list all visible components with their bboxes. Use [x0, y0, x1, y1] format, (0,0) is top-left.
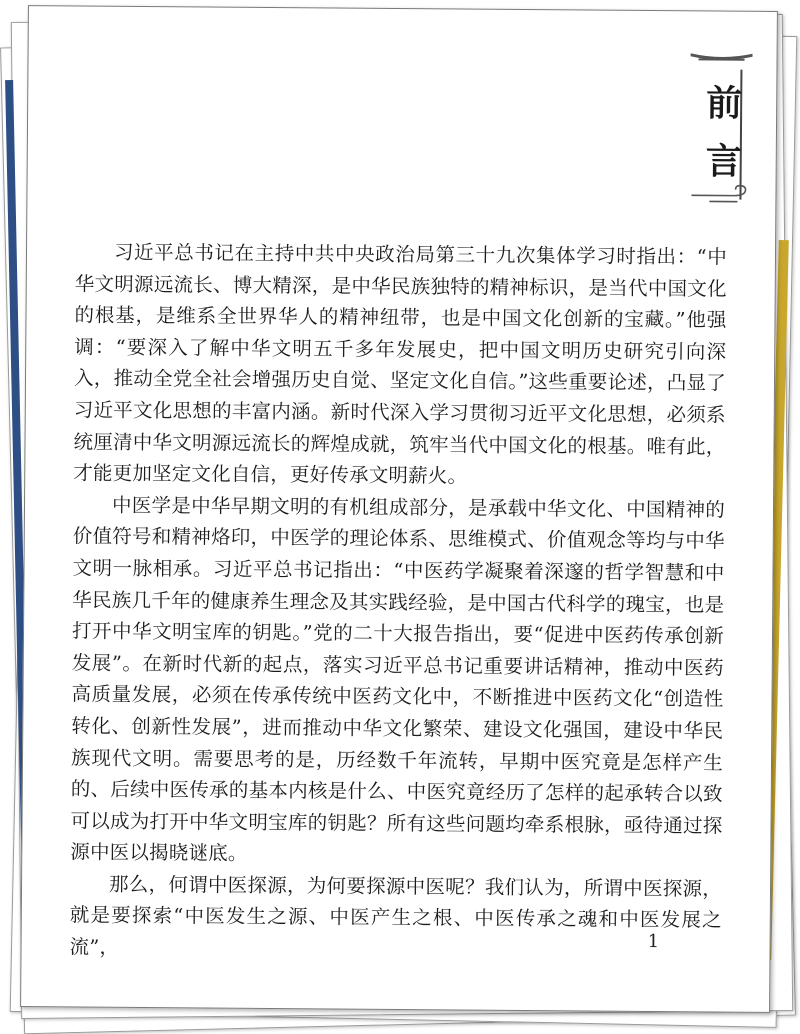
heading-char-2: 言	[705, 140, 742, 183]
body-text	[69, 236, 727, 968]
chapter-heading	[687, 33, 768, 204]
paragraph-1: 习近平总书记在主持中共中央政治局第三十九次集体学习时指出：“中华文明源远流长、博大精深，是中华民族独特的精神标识，是当代中国文化的根基，是维系全世界华人的精神纽带，也是中国文化创新的宝藏。”他强调：“要深入了解中华文明五千多年发展史，把中国文明历史研究引向深入，推动全党全社会增强历史自觉、坚定文化自信。”这些重要论述，凸显了习近平文化思想的丰富内涵。新时代深入学习贯彻习近平文化思想，必须系统厘清中华文明源远流长的辉煌成就，筑牢当代中国文化的根基。唯有此，才能更加坚定文化自信，更好传承文明薪火。	[73, 240, 728, 488]
page-number: 1	[647, 930, 660, 953]
paragraph-2: 中医学是中华早期文明的有机组成部分，是承载中华文化、中国精神的价值符号和精神烙印，中医学的理论体系、思维模式、价值观念等均与中华文明一脉相承。习近平总书记指出：“中医药学凝聚着深邃的哲学智慧和中华民族几千年的健康养生理念及其实践经验，是中国古代科学的瑰宝，也是打开中华文明宝库的钥匙。”党的二十大报告指出，要“促进中医药传承创新发展”。在新时代新的起点，落实习近平总书记重要讲话精神，推动中医药高质量发展，必须在传承传统中医药文化中，不断推进中医药文化“创造性转化、创新性发展”，进而推动中华文化繁荣、建设文化强国，建设中华民族现代文明。需要思考的是，历经数千年流转，早期中医究竟是怎样产生的、后续中医传承的基本内核是什么、中医究竟经历了怎样的起承转合以致可以成为打开中华文明宝库的钥匙？所有这些问题均牵系根脉，亟待通过探源中医以揭晓谜底。	[70, 493, 726, 866]
book-page	[20, 5, 778, 1013]
paragraph-3: 那么，何谓中医探源，为何要探源中医呢？我们认为，所谓中医探源，就是要探索“中医发生之源、中医产生之根、中医传承之魂和中医发展之流”，	[69, 872, 723, 959]
scroll-bracket-ornament-icon	[689, 183, 749, 205]
eave-ornament-icon	[691, 51, 753, 61]
heading-char-1: 前	[706, 82, 743, 125]
